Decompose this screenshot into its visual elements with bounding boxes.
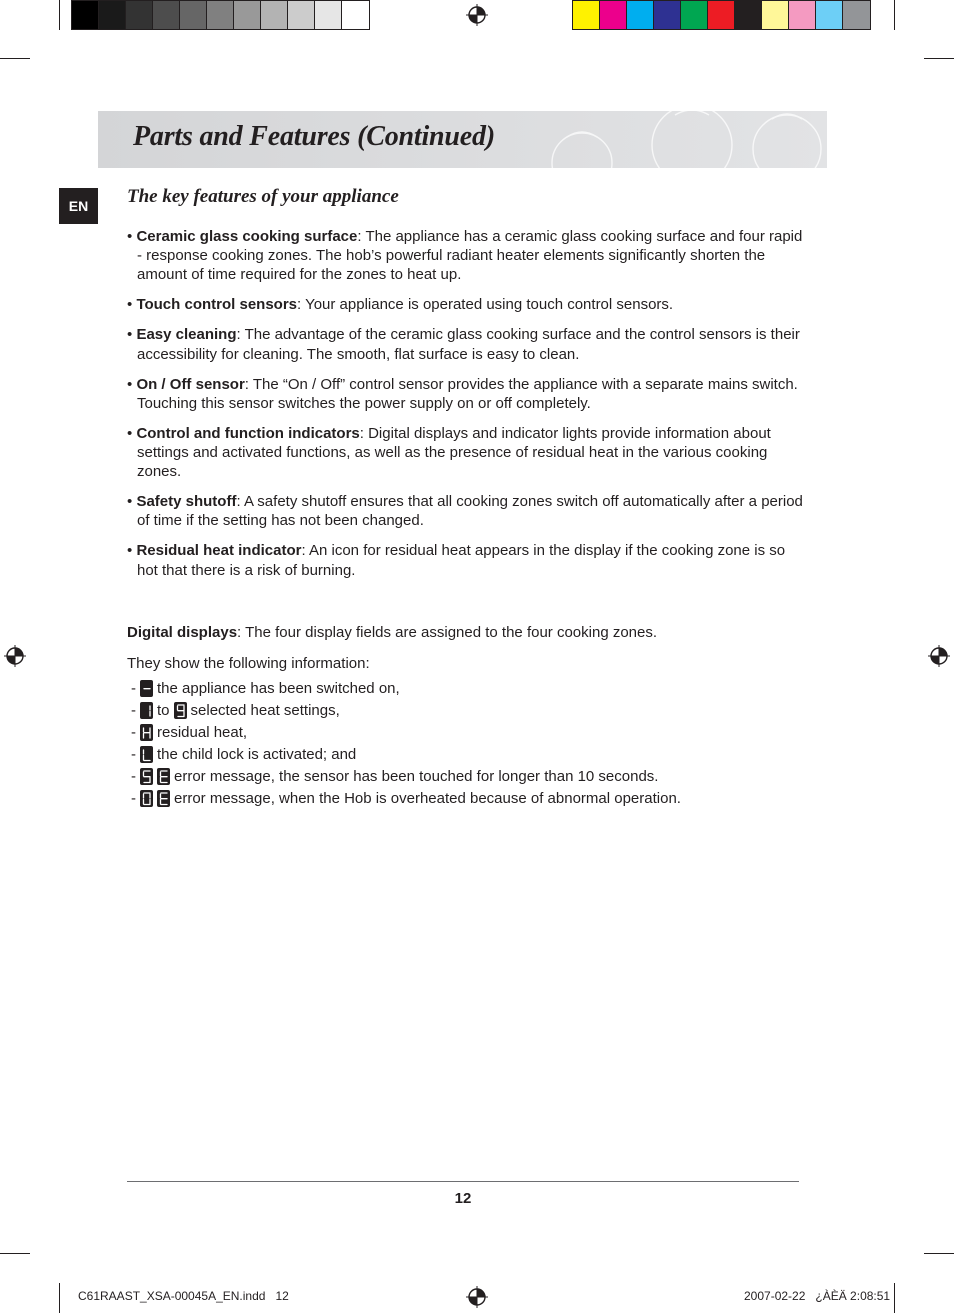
feature-term: On / Off sensor [136,375,245,393]
footer-file-info: C61RAAST_XSA-00045A_EN.indd 12 [78,1289,289,1303]
color-swatch [99,1,126,29]
display-symbol-icon [174,702,187,719]
display-info-item [131,699,681,721]
process-color-bar [572,0,871,30]
feature-description: : A safety shutoff ensures that all cooking zones switch off automatically after a period of time if the setting has not been changed. [137,493,803,530]
feature-term: Easy cleaning [136,326,237,344]
feature-description: : The appliance has a ceramic glass cooking surface and four rapid - response cooking zones. The hob’s powerful radiant heater elements significantly shorten the amount of time required for the zones to heat up. [137,228,803,284]
color-swatch [708,1,735,29]
feature-term: Control and function indicators [136,424,360,442]
digital-displays-term: Digital displays [127,624,238,641]
dash: - [131,723,136,741]
feature-term: Touch control sensors [136,296,298,314]
registration-mark-icon [466,1286,488,1308]
bullet: • [127,296,133,314]
display-symbol-icon [140,768,153,785]
feature-item [127,375,807,413]
bullet: • [127,493,133,511]
display-info-text: residual heat, [157,723,248,741]
feature-description: : Your appliance is operated using touch control sensors. [297,296,674,314]
display-info-item [131,787,681,809]
color-swatch [600,1,627,29]
color-swatch [816,1,843,29]
feature-item [127,541,807,579]
info-intro: They show the following information: [127,655,370,672]
display-symbol-icon [157,768,170,785]
digital-displays-text: : The four display fields are assigned to the four cooking zones. [237,624,658,641]
bullet: • [127,326,133,344]
display-info-item [131,765,681,787]
page-number: 12 [454,1190,472,1207]
tomato-illustration-icon [487,111,827,168]
color-swatch [126,1,153,29]
display-info-list [131,677,681,809]
registration-mark-icon [466,4,488,26]
grayscale-color-bar [71,0,370,30]
feature-term: Safety shutoff [136,493,237,511]
registration-mark-icon [928,645,950,667]
crop-mark [894,1283,895,1313]
features-list [127,227,807,591]
bullet: • [127,375,133,393]
color-swatch [72,1,99,29]
color-swatch [762,1,789,29]
crop-mark [0,1253,30,1254]
color-swatch [234,1,261,29]
page-title: Parts and Features (Continued) [133,121,495,152]
display-info-text: the child lock is activated; and [157,745,357,763]
color-swatch [681,1,708,29]
dash: - [131,679,136,697]
color-swatch [261,1,288,29]
display-info-text: error message, the sensor has been touched for longer than 10 seconds. [174,767,659,785]
feature-description: : An icon for residual heat appears in the display if the cooking zone is so hot that there is a risk of burning. [137,542,786,579]
crop-mark [59,1283,60,1313]
display-info-text: selected heat settings, [190,701,340,719]
feature-description: : The “On / Off” control sensor provides the appliance with a separate mains switch. Touching this sensor switches the power supply on or off completely. [137,375,798,412]
feature-description: : Digital displays and indicator lights provide information about settings and activated functions, as well as the presence of residual heat in the various cooking zones. [137,424,771,481]
display-symbol-icon [140,746,153,763]
display-symbol-icon [140,790,153,807]
language-tab: EN [59,188,98,224]
footer-rule [127,1181,799,1182]
display-info-item [131,721,681,743]
display-symbol-icon [157,790,170,807]
crop-mark [59,0,60,30]
registration-mark-icon [4,645,26,667]
range-connector: to [157,701,170,719]
color-swatch [789,1,816,29]
dash: - [131,789,136,807]
dash: - [131,745,136,763]
bullet: • [127,228,133,245]
color-swatch [573,1,600,29]
color-swatch [207,1,234,29]
display-symbol-icon [140,702,153,719]
dash: - [131,767,136,785]
color-swatch [288,1,315,29]
crop-mark [924,1253,954,1254]
feature-item [127,424,807,482]
color-swatch [654,1,681,29]
color-swatch [342,1,369,29]
display-symbol-icon [140,680,153,697]
bullet: • [127,424,133,442]
feature-item [127,325,807,363]
display-info-text: error message, when the Hob is overheated because of abnormal operation. [174,789,681,807]
footer-timestamp: 2007-02-22 ¿ÀÈÄ 2:08:51 [744,1289,891,1303]
color-swatch [180,1,207,29]
bullet: • [127,542,133,560]
feature-item [127,227,807,285]
color-swatch [843,1,870,29]
color-swatch [735,1,762,29]
display-info-item [131,677,681,699]
crop-mark [894,0,895,30]
feature-description: : The advantage of the ceramic glass cooking surface and the control sensors is their accessibility for cleaning. The smooth, flat surface is easy to clean. [137,326,800,363]
feature-term: Ceramic glass cooking surface [136,228,358,245]
feature-item [127,492,807,530]
display-symbol-icon [140,724,153,741]
display-info-item [131,743,681,765]
dash: - [131,701,136,719]
crop-mark [0,58,30,59]
color-swatch [315,1,342,29]
feature-term: Residual heat indicator [136,542,302,560]
digital-displays-paragraph [127,623,657,642]
section-heading: The key features of your appliance [127,186,399,207]
color-swatch [153,1,180,29]
color-swatch [627,1,654,29]
feature-item [127,295,807,314]
crop-mark [924,58,954,59]
display-info-text: the appliance has been switched on, [157,679,400,697]
